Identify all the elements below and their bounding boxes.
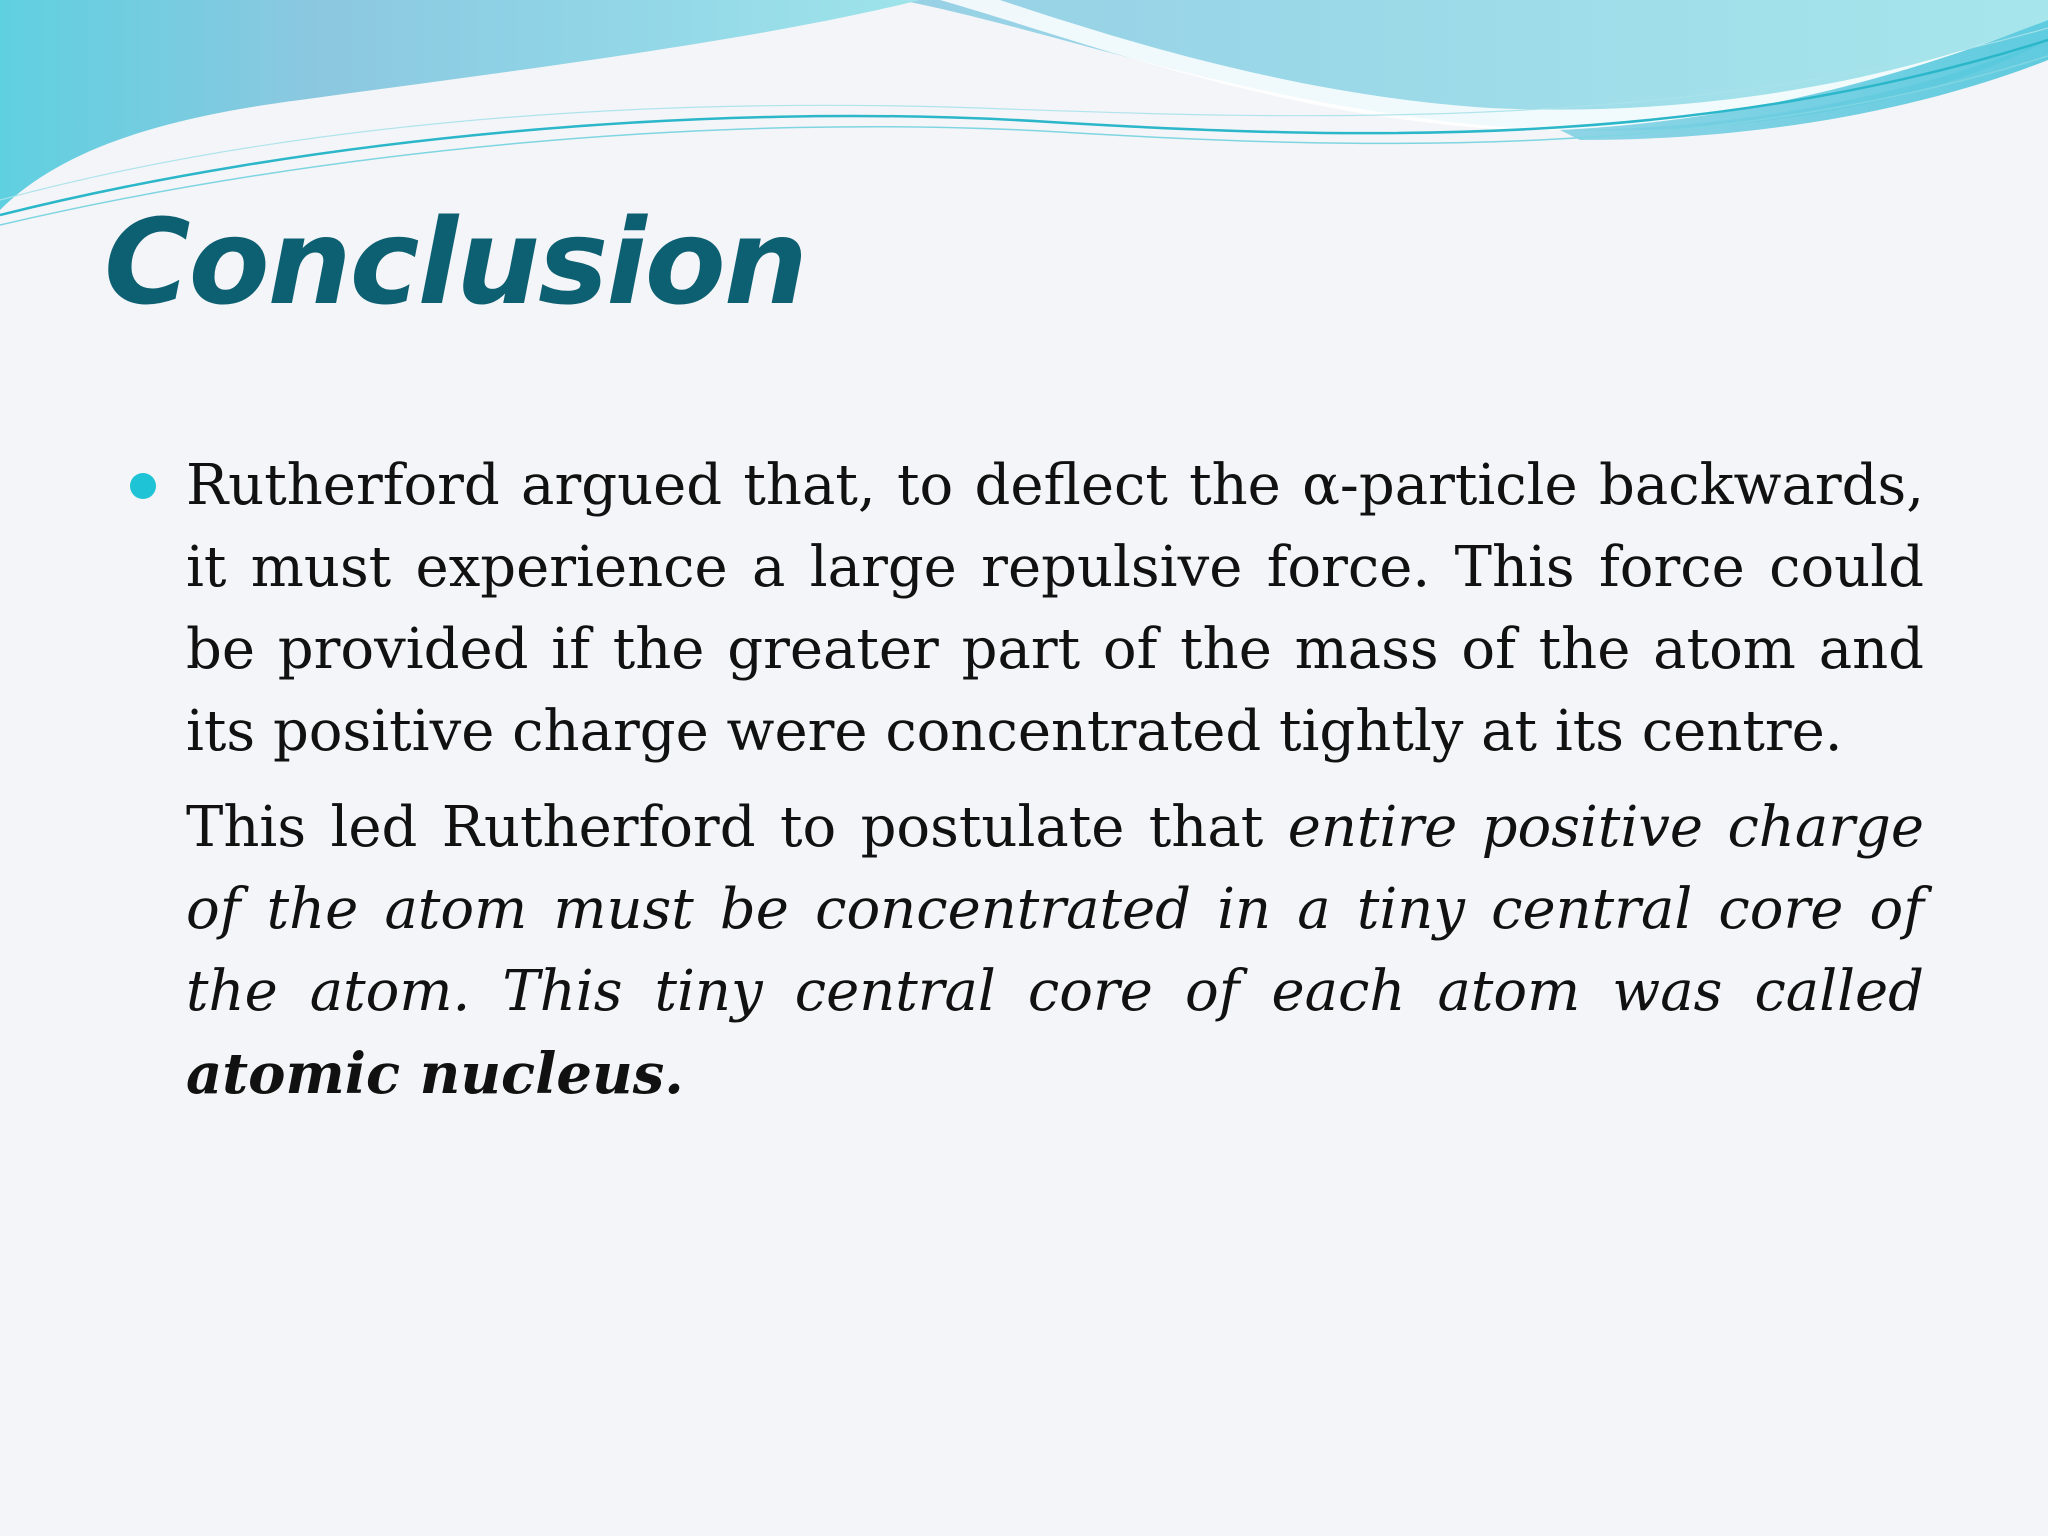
- paragraph-rutherford-argument: Rutherford argued that, to deflect the α-particle backwards, it must experience a large repulsive force. This force could be provided if the greater part of the mass of the atom and its positive charge were concentrated tightly at its centre.: [186, 453, 1924, 764]
- postulate-lead-text: This led Rutherford to postulate that: [186, 795, 1288, 860]
- atomic-nucleus-term: atomic nucleus.: [186, 1041, 684, 1107]
- paragraph-nucleus-postulate: [186, 787, 1924, 1116]
- bullet-dot-icon: [130, 473, 156, 499]
- slide-title: Conclusion: [104, 193, 806, 331]
- postulate-emphasis-text: entire positive charge of the atom must be concentrated in a tiny central core of the atom. This tiny central core of each atom was called: [186, 795, 1925, 1024]
- slide-content: [128, 445, 1924, 1116]
